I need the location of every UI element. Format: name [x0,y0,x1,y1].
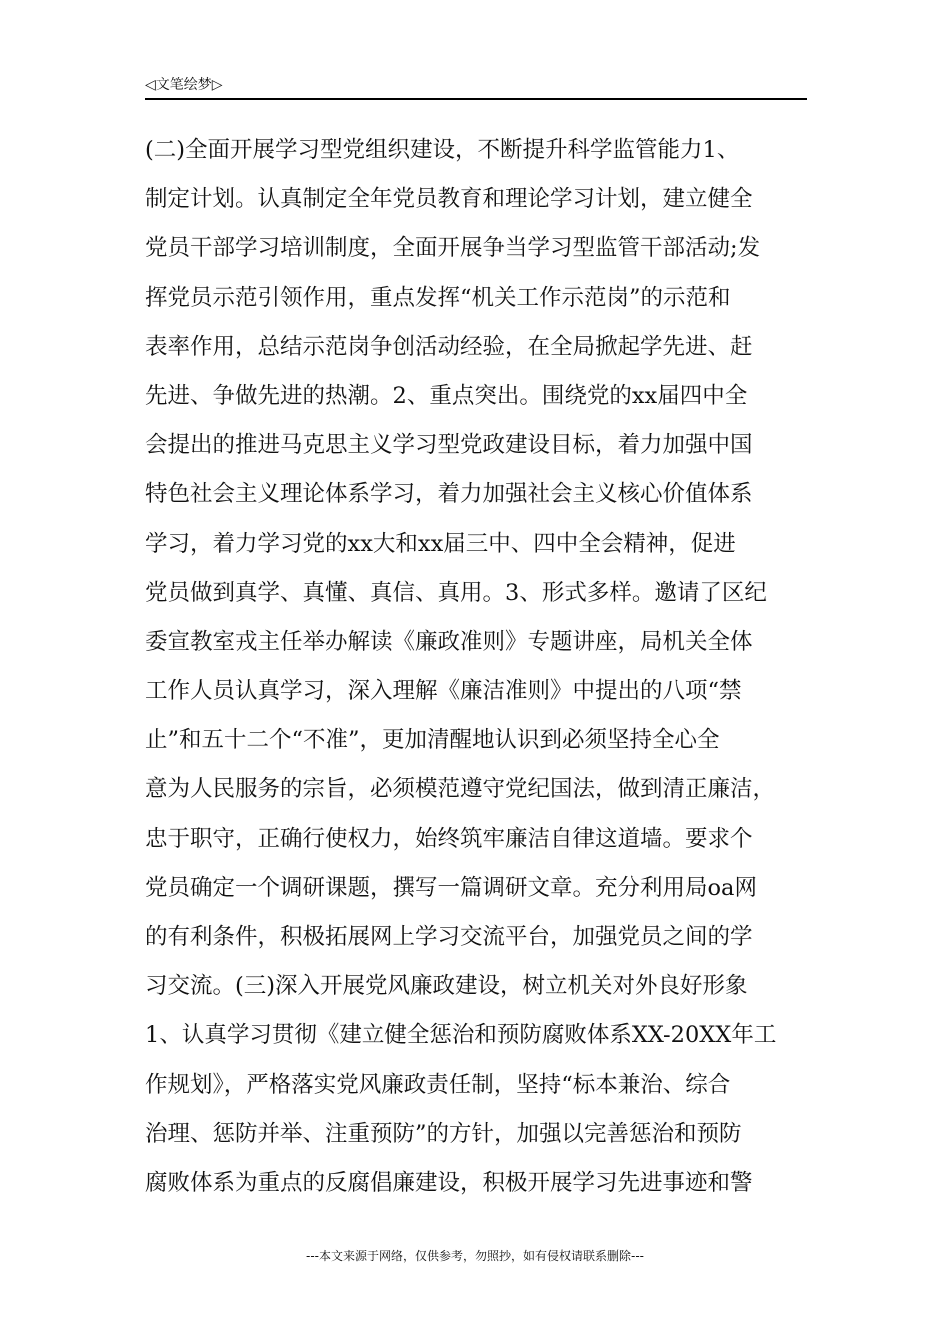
body-line-10: 党员做到真学、真懂、真信、真用。3、形式多样。邀请了区纪 [145,579,767,606]
body-line-17: 的有利条件，积极拓展网上学习交流平台，加强党员之间的学 [145,924,753,950]
body-line-13: 止”和五十二个“不准”，更加清醒地认识到必须坚持全心全 [145,727,720,754]
body-line-3: 党员干部学习培训制度，全面开展争当学习型监管干部活动;发 [145,235,761,262]
footer-notice: ---本文来源于网络，仅供参考，勿照抄，如有侵权请联系删除--- [306,1249,644,1263]
page-footer [0,1248,950,1264]
body-line-6: 先进、争做先进的热潮。2、重点突出。围绕党的xx届四中全 [145,382,748,409]
body-line-8: 特色社会主义理论体系学习，着力加强社会主义核心价值体系 [145,481,753,508]
header-title: ◁文笔绘梦▷ [145,77,223,93]
page-header [145,72,807,100]
body-line-4: 挥党员示范引领作用，重点发挥“机关工作示范岗”的示范和 [145,284,731,311]
body-line-1: (二)全面开展学习型党组织建设，不断提升科学监管能力1、 [145,137,740,163]
body-line-9: 学习，着力学习党的xx大和xx届三中、四中全会精神，促进 [145,530,736,557]
body-line-2: 制定计划。认真制定全年党员教育和理论学习计划，建立健全 [145,186,753,213]
body-line-19: 1、认真学习贯彻《建立健全惩治和预防腐败体系XX-20XX年工 [145,1022,777,1049]
document-body [145,126,810,1208]
body-line-11: 委宣教室戎主任举办解读《廉政准则》专题讲座，局机关全体 [145,628,753,655]
body-line-15: 忠于职守，正确行使权力，始终筑牢廉洁自律这道墙。要求个 [145,825,753,852]
body-line-7: 会提出的推进马克思主义学习型党政建设目标，着力加强中国 [145,432,753,459]
body-line-14: 意为人民服务的宗旨，必须模范遵守党纪国法，做到清正廉洁， [145,776,776,803]
body-line-20: 作规划》，严格落实党风廉政责任制，坚持“标本兼治、综合 [145,1071,731,1098]
body-line-18: 习交流。(三)深入开展党风廉政建设，树立机关对外良好形象 [145,973,748,1000]
body-line-12: 工作人员认真学习，深入理解《廉洁准则》中提出的八项“禁 [145,678,742,705]
body-line-5: 表率作用，总结示范岗争创活动经验，在全局掀起学先进、赶 [145,333,753,360]
body-line-21: 治理、惩防并举、注重预防”的方针，加强以完善惩治和预防 [145,1120,742,1147]
body-line-22: 腐败体系为重点的反腐倡廉建设，积极开展学习先进事迹和警 [145,1169,753,1196]
body-line-16: 党员确定一个调研课题，撰写一篇调研文章。充分利用局oa网 [145,874,757,901]
